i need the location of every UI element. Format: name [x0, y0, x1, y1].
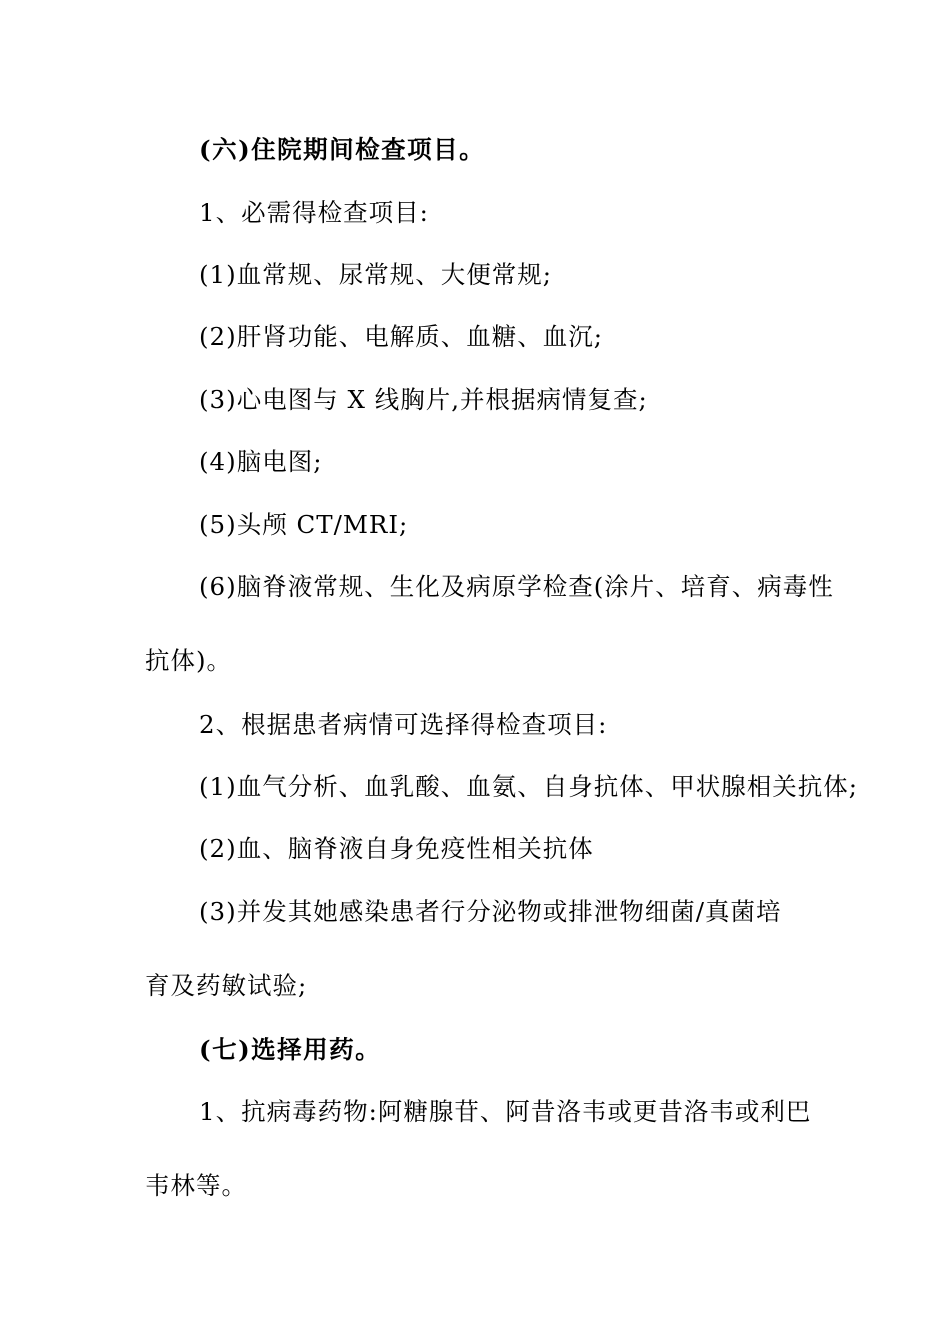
- required-exam-item: (2)肝肾功能、电解质、血糖、血沉;: [199, 322, 603, 351]
- required-exams-title: 1、必需得检查项目:: [199, 198, 429, 227]
- required-exam-item: (4)脑电图;: [199, 447, 323, 476]
- section-heading-seven: (七)选择用药。: [199, 1035, 382, 1064]
- section-heading-six: (六)住院期间检查项目。: [199, 135, 486, 164]
- optional-exam-item-continuation: 育及药敏试验;: [145, 971, 308, 1000]
- required-exam-item: (3)心电图与 X 线胸片,并根据病情复查;: [199, 385, 648, 414]
- optional-exam-item: (1)血气分析、血乳酸、血氨、自身抗体、甲状腺相关抗体;: [199, 772, 858, 801]
- drug-line-continuation: 韦林等。: [145, 1171, 247, 1200]
- optional-exam-item: (2)血、脑脊液自身免疫性相关抗体: [199, 834, 594, 863]
- optional-exams-title: 2、根据患者病情可选择得检查项目:: [199, 710, 608, 739]
- required-exam-item: (1)血常规、尿常规、大便常规;: [199, 260, 552, 289]
- drug-line: 1、抗病毒药物:阿糖腺苷、阿昔洛韦或更昔洛韦或利巴: [199, 1097, 812, 1126]
- required-exam-item: (5)头颅 CT/MRI;: [199, 510, 409, 539]
- required-exam-item: (6)脑脊液常规、生化及病原学检查(涂片、培育、病毒性: [199, 572, 834, 601]
- required-exam-item-continuation: 抗体)。: [145, 646, 233, 675]
- optional-exam-item: (3)并发其她感染患者行分泌物或排泄物细菌/真菌培: [199, 897, 782, 926]
